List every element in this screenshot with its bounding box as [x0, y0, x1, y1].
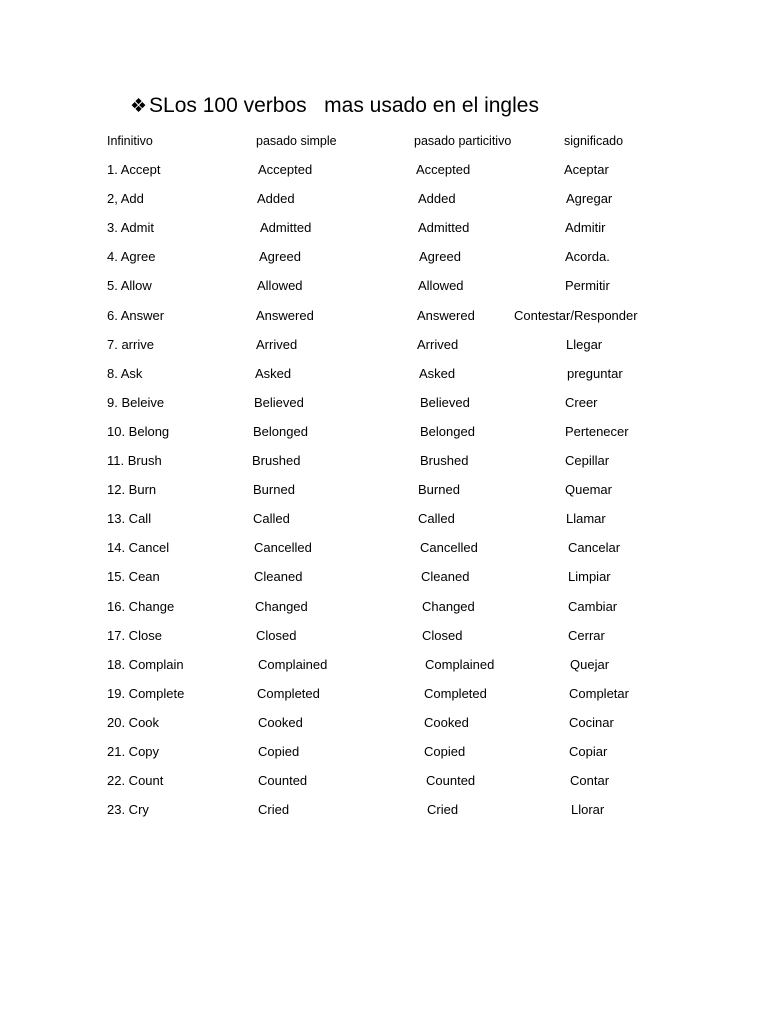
cell-infinitivo: 8. Ask: [107, 365, 143, 381]
cell-pasado-participio: Cooked: [424, 714, 469, 730]
cell-pasado-participio: Complained: [425, 656, 495, 672]
cell-pasado-simple: Closed: [256, 627, 297, 643]
cell-pasado-participio: Agreed: [419, 249, 461, 265]
cell-infinitivo: 3. Admit: [107, 220, 154, 236]
cell-significado: Quejar: [570, 656, 610, 672]
cell-pasado-simple: Complained: [258, 656, 328, 672]
cell-infinitivo: 15. Cean: [107, 569, 160, 585]
cell-pasado-simple: Arrived: [256, 336, 298, 352]
cell-pasado-participio: Brushed: [420, 453, 469, 468]
cell-significado: preguntar: [567, 365, 623, 381]
cell-infinitivo: 19. Complete: [107, 685, 185, 701]
table-row: [0, 160, 768, 180]
cell-infinitivo: 7. arrive: [107, 336, 154, 352]
cell-pasado-simple: Completed: [257, 685, 320, 701]
cell-significado: Limpiar: [568, 569, 611, 585]
cell-pasado-participio: Belonged: [420, 423, 475, 439]
cell-significado: Llegar: [566, 336, 603, 352]
table-row: [0, 393, 768, 413]
cell-infinitivo: 6. Answer: [107, 307, 165, 323]
cell-infinitivo: 22. Count: [107, 773, 164, 789]
cell-pasado-simple: Admitted: [260, 220, 312, 236]
table-row: [0, 422, 768, 442]
cell-pasado-simple: Counted: [258, 773, 308, 789]
cell-pasado-simple: Accepted: [258, 162, 313, 177]
cell-infinitivo: 17. Close: [107, 627, 162, 643]
cell-infinitivo: 21. Copy: [107, 744, 160, 759]
table-row: [0, 451, 768, 471]
cell-significado: Cepillar: [565, 453, 610, 468]
cell-infinitivo: 4. Agree: [107, 249, 156, 265]
cell-pasado-participio: Accepted: [416, 162, 471, 177]
cell-infinitivo: 12. Burn: [107, 482, 157, 498]
cell-infinitivo: 14. Cancel: [107, 540, 170, 556]
cell-pasado-simple: Answered: [256, 307, 314, 323]
cell-pasado-participio: Completed: [424, 685, 487, 701]
cell-pasado-participio: Changed: [422, 598, 475, 614]
cell-pasado-simple: Believed: [254, 394, 304, 410]
table-row: [0, 218, 768, 238]
cell-significado: Admitir: [565, 220, 606, 236]
table-row: [0, 742, 768, 762]
header-pasado-simple: pasado simple: [256, 134, 337, 148]
cell-significado: Acorda.: [565, 249, 610, 265]
page-title: [130, 92, 539, 121]
cell-pasado-participio: Copied: [424, 744, 466, 759]
table-row: [0, 247, 768, 267]
header-significado: significado: [564, 134, 624, 148]
title-text: SLos 100 verbos mas usado en el ingles: [149, 94, 539, 117]
table-row: [0, 771, 768, 791]
cell-infinitivo: 2, Add: [107, 191, 144, 207]
cell-pasado-participio: Closed: [422, 627, 463, 643]
cell-significado: Contar: [570, 773, 610, 789]
cell-pasado-participio: Cancelled: [420, 540, 478, 556]
cell-pasado-participio: Added: [418, 191, 456, 207]
cell-pasado-participio: Burned: [418, 482, 460, 498]
header-infinitivo: Infinitivo: [107, 134, 153, 148]
cell-pasado-participio: Called: [418, 511, 455, 527]
cell-pasado-simple: Burned: [253, 482, 295, 498]
cell-pasado-participio: Cried: [427, 802, 459, 818]
table-row: [0, 538, 768, 558]
cell-significado: Agregar: [566, 191, 613, 207]
header-pasado-participio: pasado particitivo: [414, 134, 512, 148]
cell-infinitivo: 5. Allow: [107, 278, 152, 294]
cell-significado: Cerrar: [568, 627, 605, 643]
table-row: [0, 800, 768, 820]
cell-significado: Permitir: [565, 278, 610, 294]
cell-pasado-simple: Changed: [255, 598, 308, 614]
table-row: [0, 480, 768, 500]
cell-significado: Aceptar: [564, 162, 609, 177]
cell-pasado-simple: Cried: [258, 802, 290, 818]
cell-pasado-simple: Belonged: [253, 423, 308, 439]
cell-pasado-participio: Arrived: [417, 336, 459, 352]
cell-significado: Creer: [565, 394, 598, 410]
cell-significado: Pertenecer: [565, 423, 629, 439]
cell-infinitivo: 16. Change: [107, 598, 175, 614]
cell-infinitivo: 18. Complain: [107, 656, 184, 672]
cell-pasado-participio: Believed: [420, 394, 470, 410]
cell-significado: Llorar: [571, 802, 605, 818]
cell-significado: Copiar: [569, 744, 608, 759]
table-row: [0, 713, 768, 733]
cell-infinitivo: 9. Beleive: [107, 394, 165, 410]
table-row: [0, 597, 768, 617]
cell-pasado-participio: Counted: [426, 773, 476, 789]
cell-significado: Cancelar: [568, 540, 621, 556]
cell-infinitivo: 11. Brush: [107, 453, 162, 468]
table-row: [0, 306, 768, 326]
table-row: [0, 655, 768, 675]
cell-significado: Cambiar: [568, 598, 618, 614]
table-row: [0, 684, 768, 704]
cell-pasado-simple: Brushed: [252, 453, 301, 468]
cell-significado: Completar: [569, 685, 629, 701]
cell-significado: Cocinar: [569, 714, 614, 730]
cell-pasado-participio: Asked: [419, 365, 456, 381]
cell-pasado-participio: Answered: [417, 307, 475, 323]
table-row: [0, 567, 768, 587]
cell-pasado-simple: Added: [257, 191, 295, 207]
table-header: [0, 131, 768, 151]
cell-pasado-participio: Admitted: [418, 220, 470, 236]
cell-infinitivo: 20. Cook: [107, 714, 160, 730]
table-row: [0, 335, 768, 355]
cell-pasado-simple: Called: [253, 511, 290, 527]
cell-pasado-simple: Asked: [255, 365, 292, 381]
cell-pasado-participio: Cleaned: [421, 569, 470, 585]
cell-pasado-simple: Cancelled: [254, 540, 312, 556]
table-row: [0, 626, 768, 646]
cell-infinitivo: 10. Belong: [107, 423, 170, 439]
cell-significado: Llamar: [566, 511, 606, 527]
table-row: [0, 189, 768, 209]
cell-infinitivo: 1. Accept: [107, 162, 161, 177]
cell-pasado-simple: Cleaned: [254, 569, 303, 585]
cell-infinitivo: 23. Cry: [107, 802, 149, 818]
table-row: [0, 509, 768, 529]
cell-pasado-simple: Agreed: [259, 249, 301, 265]
cell-pasado-simple: Copied: [258, 744, 300, 759]
cell-significado: Quemar: [565, 482, 612, 498]
cell-pasado-participio: Allowed: [418, 278, 464, 294]
cell-infinitivo: 13. Call: [107, 511, 152, 527]
table-row: [0, 364, 768, 384]
cell-pasado-simple: Allowed: [257, 278, 303, 294]
cell-pasado-simple: Cooked: [258, 714, 303, 730]
cell-significado: Contestar/Responder: [514, 307, 638, 323]
diamond-bullet-icon: ❖: [130, 96, 148, 117]
table-row: [0, 276, 768, 296]
